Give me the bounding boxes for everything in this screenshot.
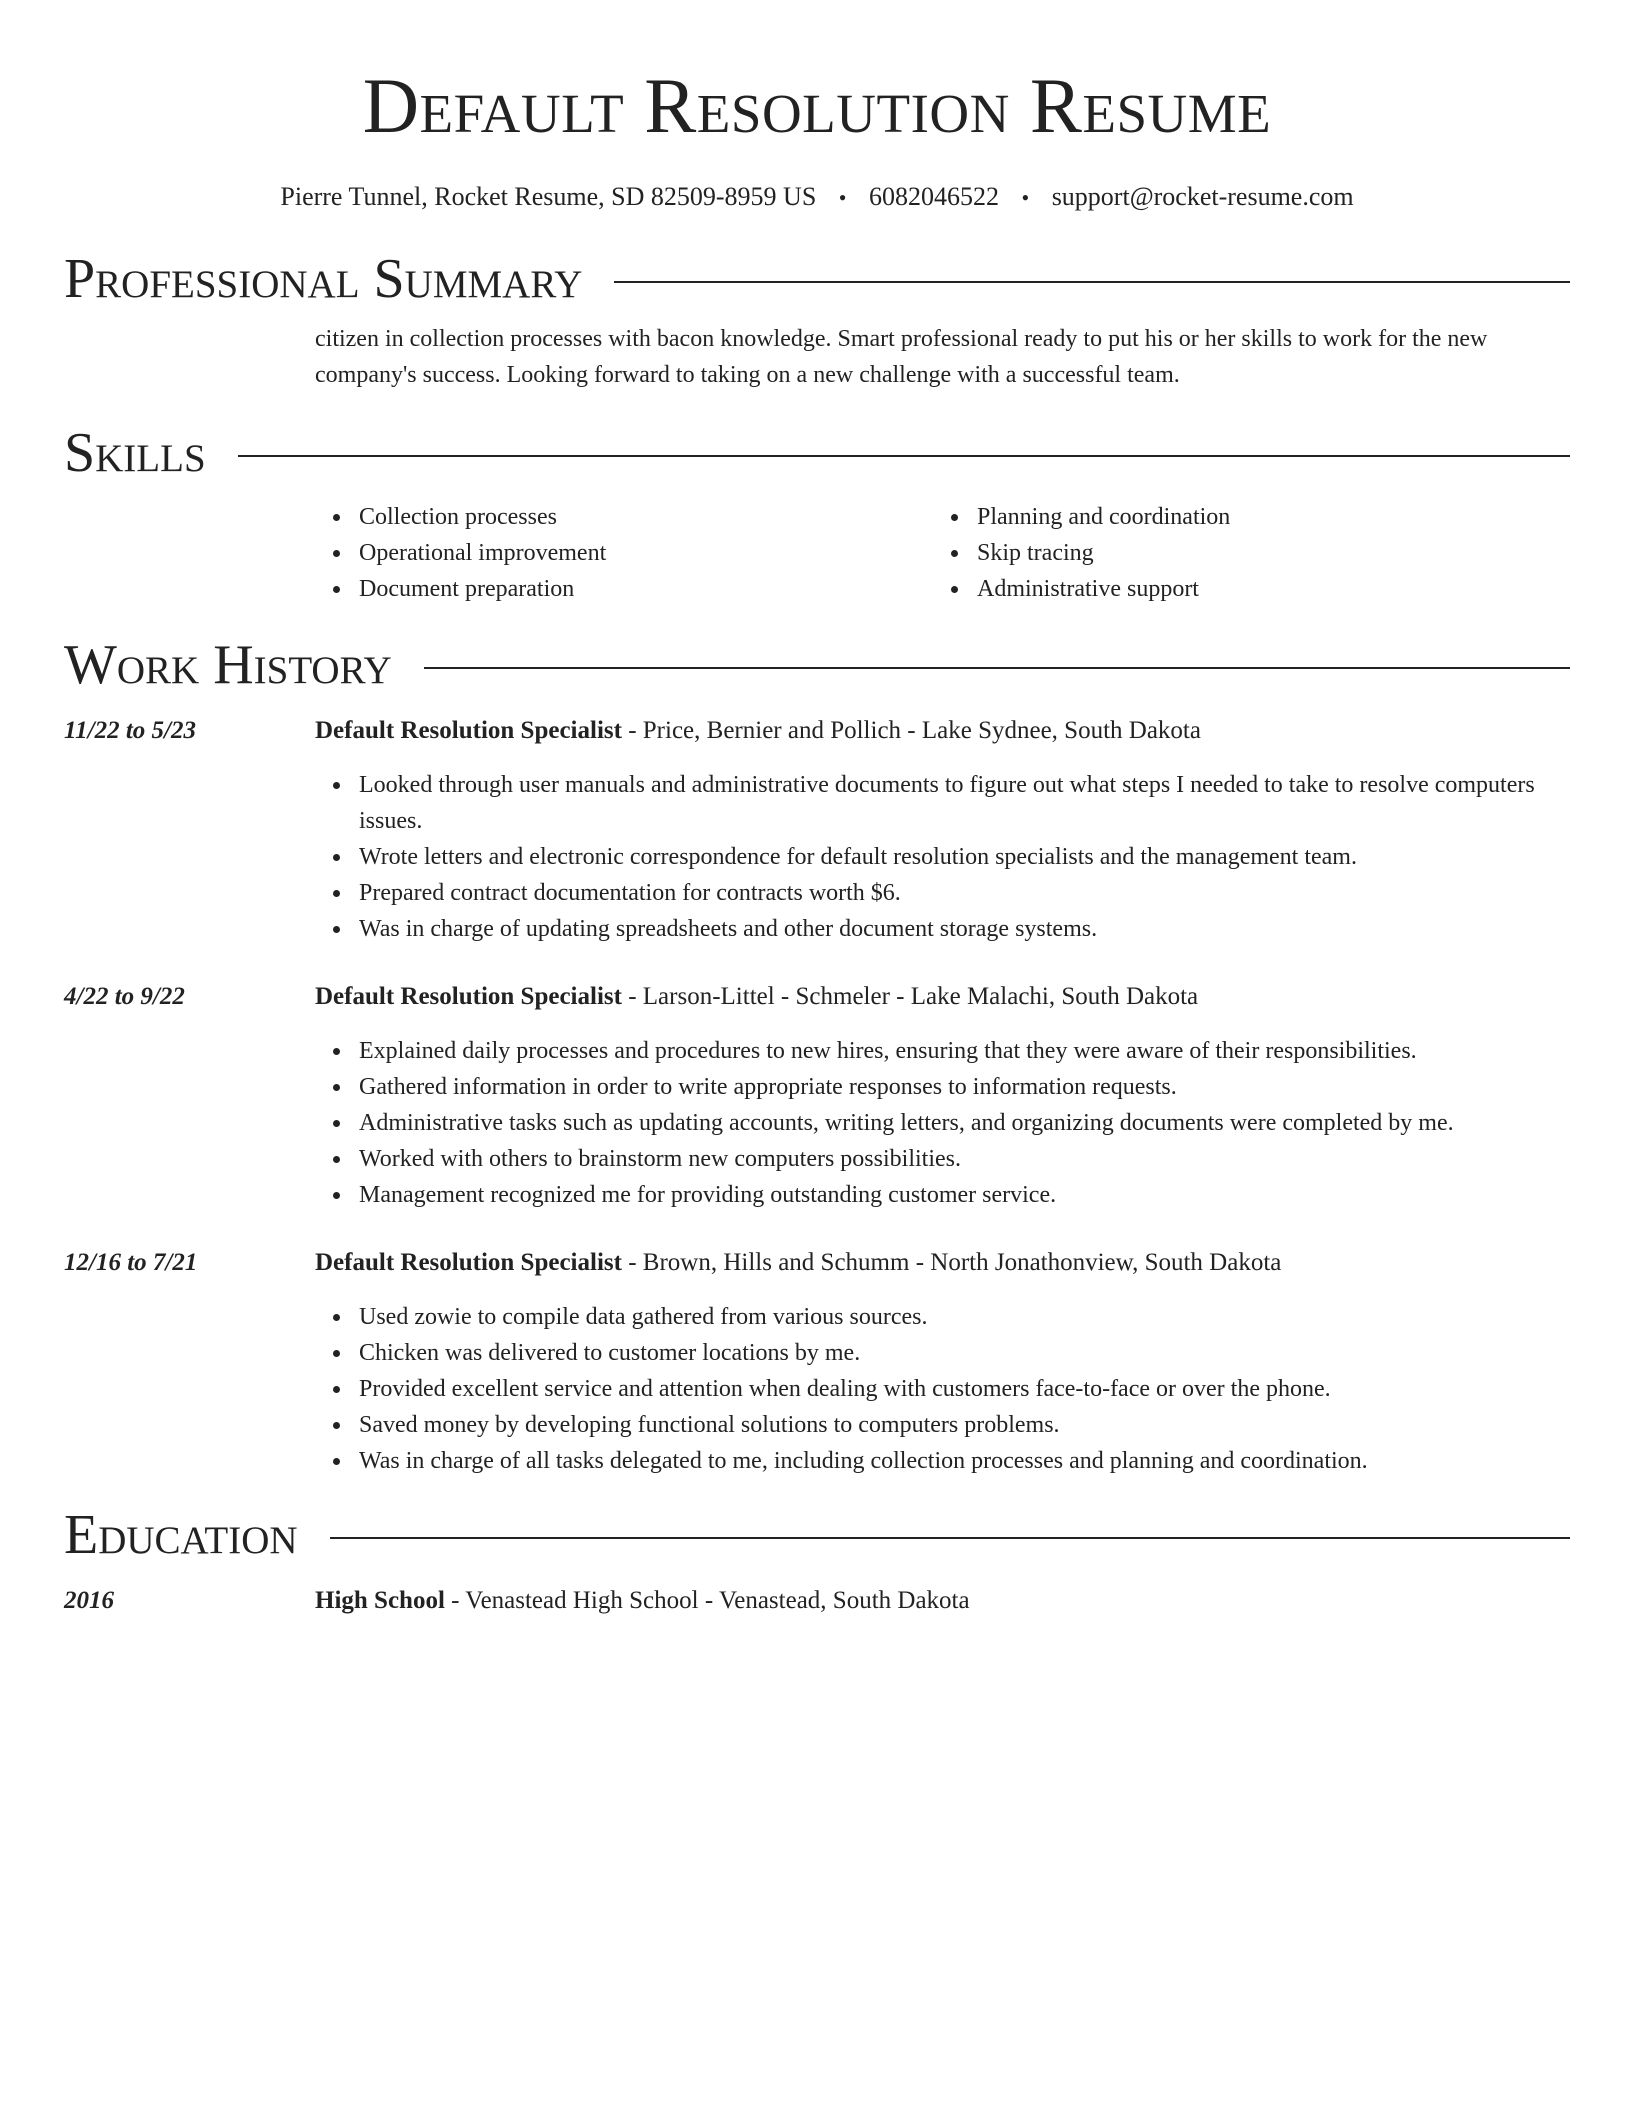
skill-item: Document preparation [359,571,933,607]
job-bullets [315,1299,1570,1479]
education-section-title: Education [64,1504,298,1566]
contact-separator: • [1021,185,1030,210]
job-bullets [315,1033,1570,1213]
section-divider [238,455,1570,457]
job-bullet: Chicken was delivered to customer locations by me. [359,1335,1570,1371]
job-employer: - Price, Bernier and Pollich - Lake Sydnee, South Dakota [621,717,1201,744]
summary-text: citizen in collection processes with bacon knowledge. Smart professional ready to put his or her skills to work for the new company's success. Looking forward to taking on a new challenge with a successful team. [315,326,1488,388]
job-entry [64,979,1570,1213]
contact-address: Pierre Tunnel, Rocket Resume, SD 82509-8959 US [280,182,817,211]
skill-item: Planning and coordination [977,499,1551,535]
job-title: Default Resolution Specialist [315,983,622,1010]
education-section-header [64,1505,1570,1565]
job-bullet: Management recognized me for providing outstanding customer service. [359,1177,1570,1213]
job-title: Default Resolution Specialist [315,717,622,744]
job-bullet: Was in charge of updating spreadsheets and other document storage systems. [359,911,1570,947]
summary-section-title: Professional Summary [64,248,583,310]
skills-column-right [933,499,1551,607]
education-school: - Venastead High School - Venastead, South Dakota [444,1587,970,1614]
job-bullet: Provided excellent service and attention when dealing with customers face-to-face or over the phone. [359,1371,1570,1407]
job-entry [64,713,1570,947]
job-bullets [315,767,1570,947]
skill-item: Collection processes [359,499,933,535]
job-title: Default Resolution Specialist [315,1249,622,1276]
job-bullet: Used zowie to compile data gathered from various sources. [359,1299,1570,1335]
job-bullet: Administrative tasks such as updating accounts, writing letters, and organizing documents were completed by me. [359,1105,1570,1141]
job-bullet: Looked through user manuals and administrative documents to figure out what steps I needed to take to resolve computers issues. [359,767,1570,839]
summary-section-header [64,249,1570,309]
education-body [315,1583,1570,1619]
contact-phone: 6082046522 [868,182,999,211]
section-divider [424,667,1570,669]
job-body [315,979,1570,1213]
job-entry [64,1245,1570,1479]
job-bullet: Saved money by developing functional solutions to computers problems. [359,1407,1570,1443]
skills-section-title: Skills [64,422,206,484]
skills-list [315,499,1570,607]
job-bullet: Explained daily processes and procedures to new hires, ensuring that they were aware of their responsibilities. [359,1033,1570,1069]
job-heading [315,1245,1570,1281]
section-divider [330,1537,1570,1539]
job-dates: 4/22 to 9/22 [64,983,185,1010]
work-section-header [64,635,1570,695]
job-heading [315,979,1570,1015]
job-bullet: Wrote letters and electronic correspondence for default resolution specialists and the management team. [359,839,1570,875]
education-heading [315,1583,1570,1619]
skills-section-header [64,423,1570,483]
job-dates: 12/16 to 7/21 [64,1249,198,1276]
contact-separator: • [838,185,847,210]
education-year: 2016 [64,1587,114,1614]
job-body [315,713,1570,947]
job-bullet: Gathered information in order to write appropriate responses to information requests. [359,1069,1570,1105]
resume-name: Default Resolution Resume [362,62,1272,149]
job-body [315,1245,1570,1479]
job-employer: - Brown, Hills and Schumm - North Jonathonview, South Dakota [621,1249,1282,1276]
skills-column-left [315,499,933,607]
job-bullet: Prepared contract documentation for contracts worth $6. [359,875,1570,911]
resume-page [64,0,1570,1619]
section-divider [614,281,1570,283]
job-bullet: Worked with others to brainstorm new computers possibilities. [359,1141,1570,1177]
skill-item: Skip tracing [977,535,1551,571]
job-dates: 11/22 to 5/23 [64,717,196,744]
education-degree: High School [315,1587,445,1614]
job-heading [315,713,1570,749]
job-bullet: Was in charge of all tasks delegated to me, including collection processes and planning and coordination. [359,1443,1570,1479]
skill-item: Administrative support [977,571,1551,607]
education-entry [64,1583,1570,1619]
contact-line [64,182,1570,213]
skill-item: Operational improvement [359,535,933,571]
work-section-title: Work History [64,634,392,696]
contact-email: support@rocket-resume.com [1051,182,1354,211]
job-employer: - Larson-Littel - Schmeler - Lake Malachi, South Dakota [621,983,1199,1010]
